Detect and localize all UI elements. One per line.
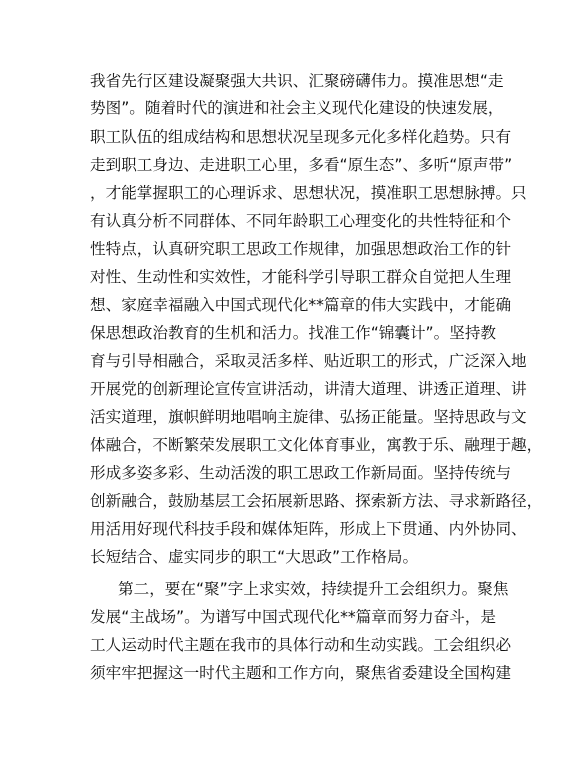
paragraph-1-line-12: 开展党的创新理论宣传宣讲活动，讲清大道理、讲透正道理、讲 xyxy=(90,380,527,398)
paragraph-1-line-15: 形成多姿多彩、生动活泼的职工思政工作新局面。坚持传统与 xyxy=(90,464,512,482)
paragraph-1-line-3: 职工队伍的组成结构和思想状况呈现多元化多样化趋势。只有 xyxy=(90,128,512,146)
paragraph-1-line-11: 育与引导相融合，采取灵活多样、贴近职工的形式，广泛深入地 xyxy=(90,352,527,370)
paragraph-1-line-18: 长短结合、虚实同步的职工“大思政”工作格局。 xyxy=(90,548,419,566)
paragraph-2-line-3: 工人运动时代主题在我市的具体行动和生动实践。工会组织必 xyxy=(90,636,512,654)
paragraph-1-line-6: 有认真分析不同群体、不同年龄职工心理变化的共性特征和个 xyxy=(90,212,512,230)
paragraph-1-line-1: 我省先行区建设凝聚强大共识、汇聚磅礴伟力。摸准思想“走 xyxy=(90,72,504,90)
paragraph-1-line-2: 势图”。随着时代的演进和社会主义现代化建设的快速发展， xyxy=(90,99,504,117)
paragraph-1-line-16: 创新融合，鼓励基层工会拓展新思路、探索新方法、寻求新路径， xyxy=(90,492,543,510)
paragraph-1-line-9: 想、家庭幸福融入中国式现代化**篇章的伟大实践中，才能确 xyxy=(90,296,512,314)
paragraph-2-line-4: 须牢牢把握这一时代主题和工作方向，聚焦省委建设全国构建 xyxy=(90,664,512,682)
paragraph-1-line-14: 体融合，不断繁荣发展职工文化体育事业，寓教于乐、融理于趣， xyxy=(90,436,543,454)
paragraph-1-line-10: 保思想政治教育的生机和活力。找准工作“锦囊计”。坚持教 xyxy=(90,324,497,342)
paragraph-1-line-17: 用活用好现代科技手段和媒体矩阵，形成上下贯通、内外协同、 xyxy=(90,520,527,538)
paragraph-2-line-2: 发展“主战场”。为谱写中国式现代化**篇章而努力奋斗，是 xyxy=(90,608,497,626)
paragraph-1-line-13: 活实道理，旗帜鲜明地唱响主旋律、弘扬正能量。坚持思政与文 xyxy=(90,408,527,426)
paragraph-1-line-7: 性特点，认真研究职工思政工作规律，加强思想政治工作的针 xyxy=(90,240,512,258)
paragraph-1-line-8: 对性、生动性和实效性，才能科学引导职工群众自觉把人生理 xyxy=(90,268,512,286)
paragraph-1-line-4: 走到职工身边、走进职工心里，多看“原生态”、多听“原声带” xyxy=(90,156,513,174)
paragraph-1-line-5: ，才能掌握职工的心理诉求、思想状况，摸准职工思想脉搏。只 xyxy=(90,184,527,202)
paragraph-2-line-1: 第二，要在“聚”字上求实效，持续提升工会组织力。聚焦 xyxy=(118,580,509,598)
